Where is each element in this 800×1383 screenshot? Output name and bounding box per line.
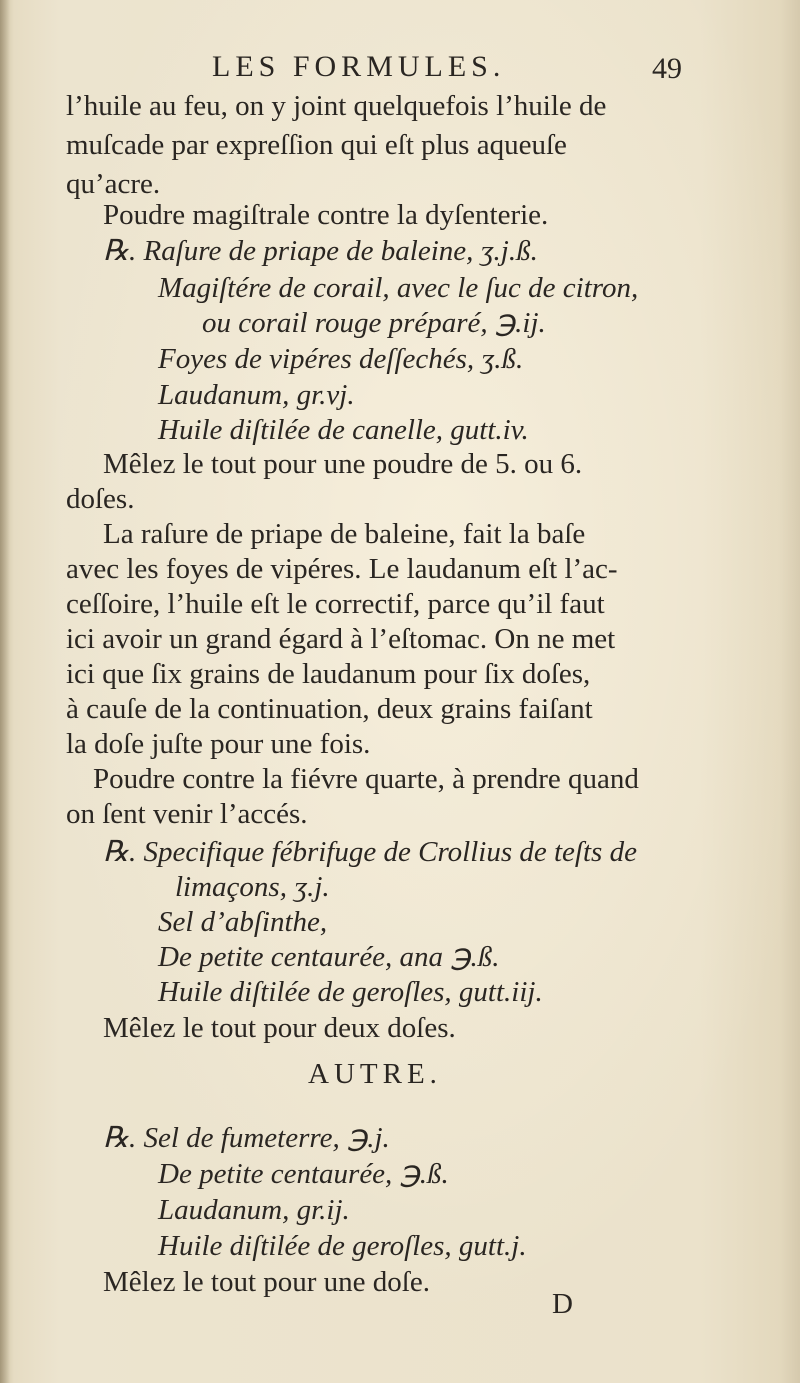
recipe-line: Sel d’abſinthe, <box>158 906 328 938</box>
running-head: LES FORMULES. <box>212 50 506 83</box>
recipe-line: ℞. Sel de fumeterre, ℈.j. <box>103 1122 390 1154</box>
text-line: l’huile au feu, on y joint quelquefois l’huile de <box>66 90 607 122</box>
recipe-line: ou corail rouge préparé, ℈.ij. <box>202 307 546 339</box>
formula-title: Poudre magiſtrale contre la dyſenterie. <box>103 199 549 231</box>
text-line: La raſure de priape de baleine, fait la baſe <box>103 518 586 550</box>
text-line: on ſent venir l’accés. <box>66 798 308 830</box>
text-line: Mêlez le tout pour une doſe. <box>103 1266 430 1298</box>
recipe-line: De petite centaurée, ana ℈.ß. <box>158 941 500 973</box>
recipe-line: De petite centaurée, ℈.ß. <box>158 1158 449 1190</box>
text-line: ceſſoire, l’huile eſt le correctif, parce qu’il faut <box>66 588 605 620</box>
text-line: doſes. <box>66 483 135 515</box>
text-line: qu’acre. <box>66 168 161 200</box>
formula-title: Poudre contre la fiévre quarte, à prendre quand <box>93 763 639 795</box>
text-line: Mêlez le tout pour deux doſes. <box>103 1012 456 1044</box>
signature-mark: D <box>552 1288 573 1320</box>
page-number: 49 <box>652 52 682 85</box>
recipe-line: Huile diſtilée de geroſles, gutt.iij. <box>158 976 543 1008</box>
text-line: muſcade par expreſſion qui eſt plus aqueuſe <box>66 129 567 161</box>
text-line: à cauſe de la continuation, deux grains faiſant <box>66 693 593 725</box>
text-line: ici que ſix grains de laudanum pour ſix doſes, <box>66 658 591 690</box>
recipe-line: ℞. Specifique fébrifuge de Crollius de teſts de <box>103 836 637 868</box>
recipe-line: Huile diſtilée de canelle, gutt.iv. <box>158 414 529 446</box>
recipe-line: Huile diſtilée de geroſles, gutt.j. <box>158 1230 527 1262</box>
section-heading: AUTRE. <box>308 1058 442 1090</box>
text-line: la doſe juſte pour une fois. <box>66 728 371 760</box>
recipe-line: Laudanum, gr.vj. <box>158 379 355 411</box>
text-line: ici avoir un grand égard à l’eſtomac. On ne met <box>66 623 616 655</box>
page-gutter-shadow <box>0 0 10 1383</box>
recipe-line: ℞. Raſure de priape de baleine, ʒ.j.ß. <box>103 235 538 267</box>
recipe-line: Foyes de vipéres deſſechés, ʒ.ß. <box>158 343 524 375</box>
text-line: Mêlez le tout pour une poudre de 5. ou 6. <box>103 448 583 480</box>
recipe-line: Magiſtére de corail, avec le ſuc de citron, <box>158 272 639 304</box>
text-line: avec les foyes de vipéres. Le laudanum eſt l’ac- <box>66 553 618 585</box>
recipe-line: Laudanum, gr.ij. <box>158 1194 350 1226</box>
recipe-line: limaçons, ʒ.j. <box>175 871 330 903</box>
